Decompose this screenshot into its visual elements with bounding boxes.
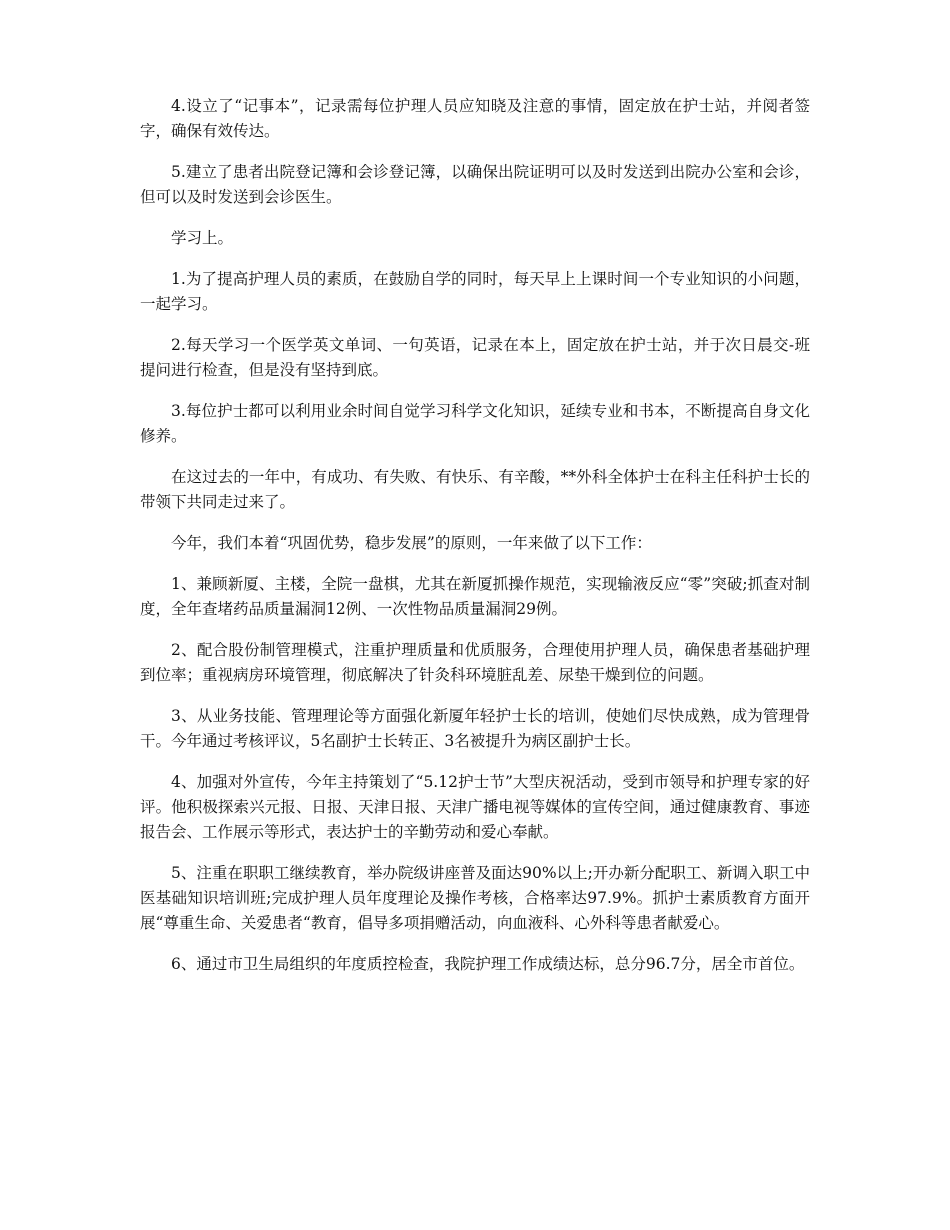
paragraph: 1.为了提高护理人员的素质，在鼓励自学的同时，每天早上上课时间一个专业知识的小问题，一起学习。 bbox=[140, 270, 810, 313]
paragraph: 4、加强对外宣传，今年主持策划了“5.12护士节”大型庆祝活动，受到市领导和护理专家的好评。他积极探索兴元报、日报、天津日报、天津广播电视等媒体的宣传空间，通过健康教育、事迹报告会、工作展示等形式，表达护士的辛勤劳动和爱心奉献。 bbox=[140, 773, 810, 841]
paragraph: 4.设立了“记事本”，记录需每位护理人员应知晓及注意的事情，固定放在护士站，并阅者签字，确保有效传达。 bbox=[140, 97, 810, 140]
paragraph: 1、兼顾新厦、主楼，全院一盘棋，尤其在新厦抓操作规范，实现输液反应“零”突破;抓查对制度，全年查堵药品质量漏洞12例、一次性物品质量漏洞29例。 bbox=[140, 575, 810, 618]
paragraph: 2.每天学习一个医学英文单词、一句英语，记录在本上，固定放在护士站，并于次日晨交-班提问进行检查，但是没有坚持到底。 bbox=[140, 336, 810, 379]
paragraph: 3.每位护士都可以利用业余时间自觉学习科学文化知识，延续专业和书本，不断提高自身文化修养。 bbox=[140, 402, 810, 445]
paragraph: 5.建立了患者出院登记簿和会诊登记簿，以确保出院证明可以及时发送到出院办公室和会诊，但可以及时发送到会诊医生。 bbox=[140, 163, 810, 206]
section-heading: 学习上。 bbox=[171, 229, 234, 247]
paragraph: 在这过去的一年中，有成功、有失败、有快乐、有辛酸，**外科全体护士在科主任科护士长的带领下共同走过来了。 bbox=[140, 468, 810, 511]
paragraph: 2、配合股份制管理模式，注重护理质量和优质服务，合理使用护理人员，确保患者基础护理到位率；重视病房环境管理，彻底解决了针灸科环境脏乱差、尿垫干燥到位的问题。 bbox=[140, 641, 810, 684]
document-body bbox=[140, 94, 810, 993]
paragraph: 5、注重在职职工继续教育，举办院级讲座普及面达90%以上;开办新分配职工、新调入职工中医基础知识培训班;完成护理人员年度理论及操作考核，合格率达97.9%。抓护士素质教育方面开展“尊重生命、关爱患者“教育，倡导多项捐赠活动，向血液科、心外科等患者献爱心。 bbox=[140, 864, 810, 932]
paragraph: 今年，我们本着“巩固优势，稳步发展”的原则，一年来做了以下工作： bbox=[171, 534, 652, 552]
paragraph: 3、从业务技能、管理理论等方面强化新厦年轻护士长的培训，使她们尽快成熟，成为管理骨干。今年通过考核评议，5名副护士长转正、3名被提升为病区副护士长。 bbox=[140, 707, 810, 750]
paragraph: 6、通过市卫生局组织的年度质控检查，我院护理工作成绩达标，总分96.7分，居全市首位。 bbox=[171, 955, 805, 973]
